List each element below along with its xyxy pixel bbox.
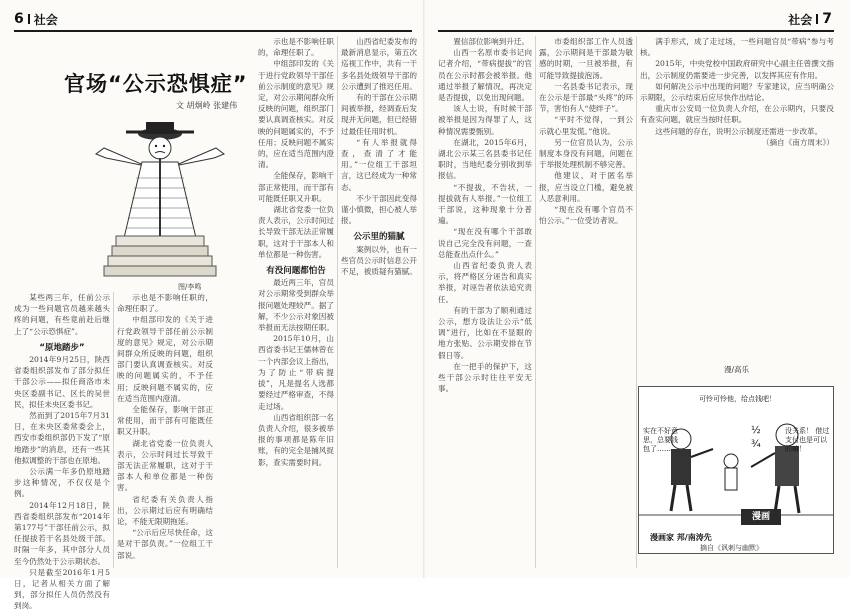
right-col-2 <box>539 36 633 570</box>
paragraph: 2015年10月，山西省委书记王儒林曾在一个内部会议上指出，为了防止“带病提拔”，凡是提名人选都要经过严格审查，不得走过场。 <box>258 334 334 411</box>
paragraph: “公示后应尽快任命，这是对干部负责。”一位组工干部说。 <box>117 528 213 560</box>
svg-text:¾: ¾ <box>751 439 761 450</box>
paragraph: 他建议，对于匿名举报，应当设立门槛，避免被人恶意利用。 <box>539 171 633 203</box>
right-page-header <box>788 10 832 28</box>
paragraph: 山西省组织部一名负责人介绍，很多被举报的事项都是陈年旧账，有的完全是捕风捉影，查实需要时间。 <box>258 412 334 467</box>
column-divider <box>113 292 114 568</box>
paragraph: 中组部印发的《关于进行党政领导干部任前公示制度的意见》规定，对公示期间群众所反映的问题，组织部门要认真调查核实。对反映的问题属实的，不予任用；反映问题不属实的，应在适当范围内澄清。 <box>117 315 213 403</box>
paragraph: 省纪委有关负责人指出，公示期过后应有明确结论，不能无限期拖延。 <box>117 494 213 527</box>
paragraph: 满手形式，成了走过场，一些问题官员“带病”参与考核。 <box>640 37 834 58</box>
subheading-fear-of-report: 有没问题都怕告 <box>266 266 326 277</box>
left-col-1 <box>14 292 110 611</box>
left-col-3 <box>258 36 334 570</box>
paragraph: 山西一名原市委书记向记者介绍，“带病提拔”的官员在公示时都会被举报。他通过举报了解情况，再决定是否提拔，以免出现问题。 <box>438 48 532 103</box>
paragraph: 重庆市公安局一位负责人介绍，在公示期内，只要没有查实问题，就应当按时任职。 <box>640 104 834 125</box>
illustration-credit: 图/李鸣 <box>178 283 202 291</box>
speech-bubble-3: 没关系！ 借过支付也是可以的嘛！ <box>785 427 830 453</box>
cartoon-source: 摘自《讽刺与幽默》 <box>700 544 763 552</box>
header-rule-left <box>14 30 412 32</box>
paragraph: 另一位官员认为，公示制度本身没有问题，问题在于举报处理机制不够完善。 <box>539 137 633 170</box>
paragraph: 示也是不影响任职的，命理任职了。 <box>117 293 213 314</box>
paragraph: “不提拔，不告状，一提拔就有人举报。”一位组工干部说，这种现象十分普遍。 <box>438 182 532 226</box>
paragraph: 山西省纪委发布的最新消息显示，第五次巡视工作中，共有一干多名县处级领导干部的公示遭到了推迟任用。 <box>341 37 417 91</box>
paragraph: “平时不觉得，一到公示就心里发慌。”他说。 <box>539 115 633 136</box>
column-divider <box>535 36 536 568</box>
paragraph: 该人士说，有时候干部被举报是因为得罪了人，这种情况需要甄别。 <box>438 104 532 136</box>
paragraph: 在湖北，2015年6月，湖北公示某三名县委书记任职时，当地纪委分别收到举报信。 <box>438 137 532 181</box>
paragraph: 最近两三年，官员对公示期常受到群众举报问题处理较严。据了解，不少公示对象因被举报而无法按期任职。 <box>258 278 334 333</box>
paragraph: 只是截至2016年1月5日，记者从相关方面了解到，部分拟任人员仍然没有到岗。 <box>14 567 110 611</box>
paragraph: 案例以外，也有一些官员公示时信息公开不足，被质疑有猫腻。 <box>341 244 417 277</box>
right-col-1 <box>438 36 532 570</box>
source-credit: （摘自《南方周末》） <box>761 137 834 147</box>
paragraph: 山西省纪委负责人表示，将严格区分诬告和真实举报，对诬告者依法追究责任。 <box>438 261 532 304</box>
paragraph: 如何解决公示中出现的问题？专家建议，应当明确公示期限，公示结束后应尽快作出结论。 <box>640 81 834 103</box>
cartoon-panel <box>638 386 834 554</box>
paragraph: 公示满一年多仍原地踏步这种情况，不仅仅是个例。 <box>14 467 110 499</box>
paragraph: 湖北省党委一位负责人表示，公示时间过长导致干部无法正常履职，这对于干部本人和单位都是一种伤害。 <box>117 438 213 493</box>
cartoon-drawing <box>639 387 833 527</box>
section-label-right: 社会 <box>788 12 813 27</box>
cartoon-title: 漫画家 邦/南涛先 <box>650 533 712 542</box>
paragraph: 有的干部为了顺利通过公示，想方设法让公示“低调”进行，比如在不显眼的地方张贴、公示期安排在节假日等。 <box>438 305 532 360</box>
paragraph: “有人举报就得查，查清了才能用。”一位组工干部坦言，这已经成为一种常态。 <box>341 137 417 192</box>
paragraph: 然而到了2015年7月31日，在未央区委常委会上，西安市委组织部仍下发了“原地踏步”的消息，还有一些其他拟调整的干部也在原地。 <box>14 411 110 465</box>
paragraph: 这些问题的存在，说明公示制度还需进一步改革。 <box>655 126 823 136</box>
left-page-header <box>14 10 58 28</box>
subheading-stay-put: “原地踏步” <box>39 342 85 353</box>
article-title: 官场“公示恐惧症” <box>64 72 248 96</box>
official-illustration <box>86 118 234 278</box>
paragraph: 市委组织部工作人员透露，公示期间是干部最为敏感的时期，一旦被举报，有可能导致提拔泡汤。 <box>539 37 633 80</box>
paragraph: 示也是不影响任职的，命理任职了。 <box>258 37 334 58</box>
header-divider <box>816 14 818 24</box>
paragraph: 2015年，中央党校中国政府研究中心副主任曾撰文指出，公示制度仍需要进一步完善，以发挥其应有作用。 <box>640 59 834 80</box>
paragraph: 有的干部在公示期间被举报，经调查后发现并无问题，但已经错过最佳任用时机。 <box>341 93 417 136</box>
header-divider <box>28 14 30 24</box>
paragraph: 某些两三年，任前公示成为一些问题官员越来越头疼的问题，有些竟前赴后继上了“公示恐惧症”。 <box>14 293 110 336</box>
cartoon-tag: 漫画 <box>741 509 781 525</box>
svg-text:½: ½ <box>751 425 761 436</box>
paragraph: 全能保存，影响干部正常使用，而干部有可能既任职又升职。 <box>117 405 213 437</box>
paragraph: “现在没有哪个干部敢说自己完全没有问题，一查总能查出点什么。” <box>438 227 532 259</box>
left-col-2 <box>117 292 213 570</box>
page-number-right: 7 <box>822 11 832 27</box>
page-number-left: 6 <box>14 11 24 27</box>
paragraph: “现在没有哪个官员不怕公示。”一位受访者说。 <box>539 205 633 226</box>
paragraph: 湖北省党委一位负责人表示，公示时间过长导致干部无法正常履职，这对于干部本人和单位都是一种伤害。 <box>258 205 334 259</box>
section-label-left: 社会 <box>33 12 58 27</box>
paragraph: 不少干部因此变得谨小慎微，担心被人举报。 <box>341 193 417 226</box>
paragraph: 在一把手的保护下，这些干部公示时往往平安无事。 <box>438 361 532 394</box>
header-rule-right <box>438 30 834 32</box>
speech-bubble-2: 实在不好意思，总要钱包了…… <box>643 427 678 453</box>
speech-bubble-1: 可怜可怜他，给点钱吧！ <box>699 395 776 403</box>
cartoon-credit: 漫/高乐 <box>724 365 750 374</box>
left-col-4 <box>341 36 417 570</box>
paragraph: 中组部印发的《关于进行党政领导干部任前公示制度的意见》规定，对公示期间群众所反映的问题，组织部门要认真调查核实。对反映的问题属实的，不予任用；反映问题不属实的，应在适当范围内澄清。 <box>258 59 334 170</box>
column-divider <box>636 36 637 568</box>
subheading-hidden-tricks: 公示里的猫腻 <box>353 232 405 243</box>
paragraph: 全能保存，影响干部正常使用，而干部有可能既任职又升职。 <box>258 171 334 203</box>
paragraph: 一名县委书记表示，现在公示是干部最“头疼”的环节，害怕有人“使绊子”。 <box>539 81 633 114</box>
right-col-3 <box>640 36 834 358</box>
paragraph: 2014年12月18日，陕西省委组织部发布“2014年第177号”干部任前公示，拟任提拔若干名县处级干部。时隔一年多，其中部分人员至今仍然处于公示期状态。 <box>14 500 110 566</box>
left-page <box>0 0 425 611</box>
article-byline: 文 胡炯岭 张建伟 <box>176 101 238 110</box>
column-divider <box>337 36 338 568</box>
paragraph: 2014年9月25日，陕西省委组织部发布了部分拟任干部公示——拟任商洛市未央区委副书记、区长的吴世民，拟任未央区委书记。 <box>14 355 110 409</box>
paragraph: 置信部位影响到升迁。 <box>453 37 530 46</box>
